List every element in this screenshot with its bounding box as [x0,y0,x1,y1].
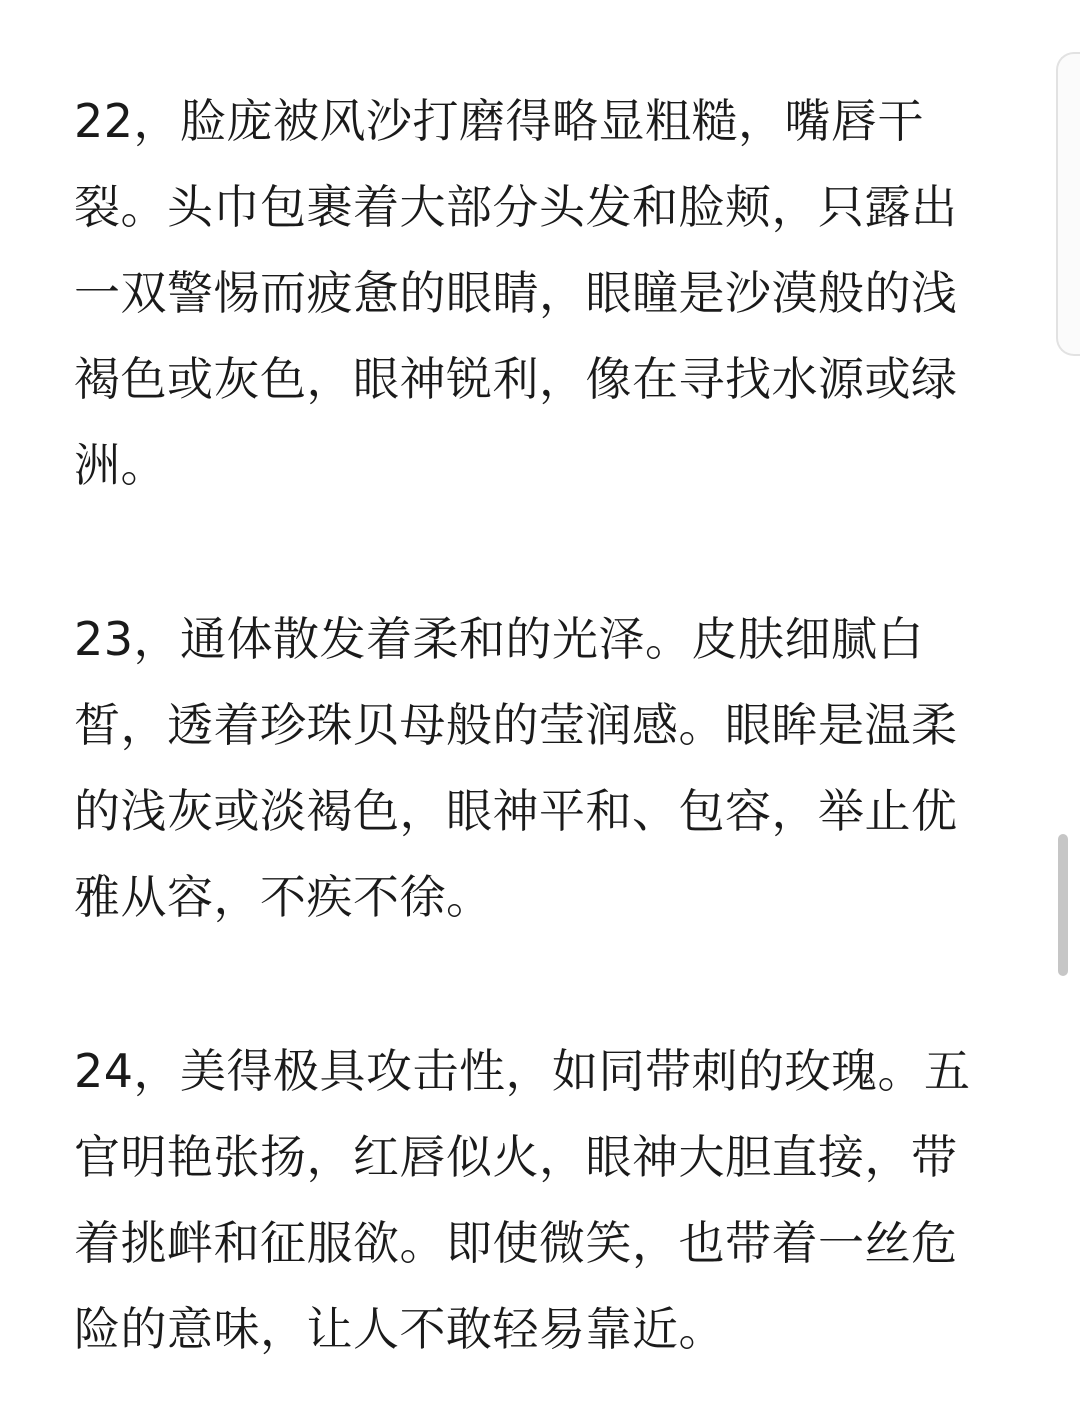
article-body [74,78,994,1372]
paragraph-24: 24，美得极具攻击性，如同带刺的玫瑰。五官明艳张扬，红唇似火，眼神大胆直接，带着挑衅和征服欲。即使微笑，也带着一丝危险的意味，让人不敢轻易靠近。 [74,1044,971,1356]
scrollbar-thumb[interactable] [1058,834,1068,976]
side-panel-handle[interactable] [1056,52,1080,356]
paragraph-22: 22，脸庞被风沙打磨得略显粗糙，嘴唇干裂。头巾包裹着大部分头发和脸颊，只露出一双警惕而疲惫的眼睛，眼瞳是沙漠般的浅褐色或灰色，眼神锐利，像在寻找水源或绿洲。 [74,94,958,492]
paragraph-23: 23，通体散发着柔和的光泽。皮肤细腻白皙，透着珍珠贝母般的莹润感。眼眸是温柔的浅灰或淡褐色，眼神平和、包容，举止优雅从容，不疾不徐。 [74,612,958,924]
